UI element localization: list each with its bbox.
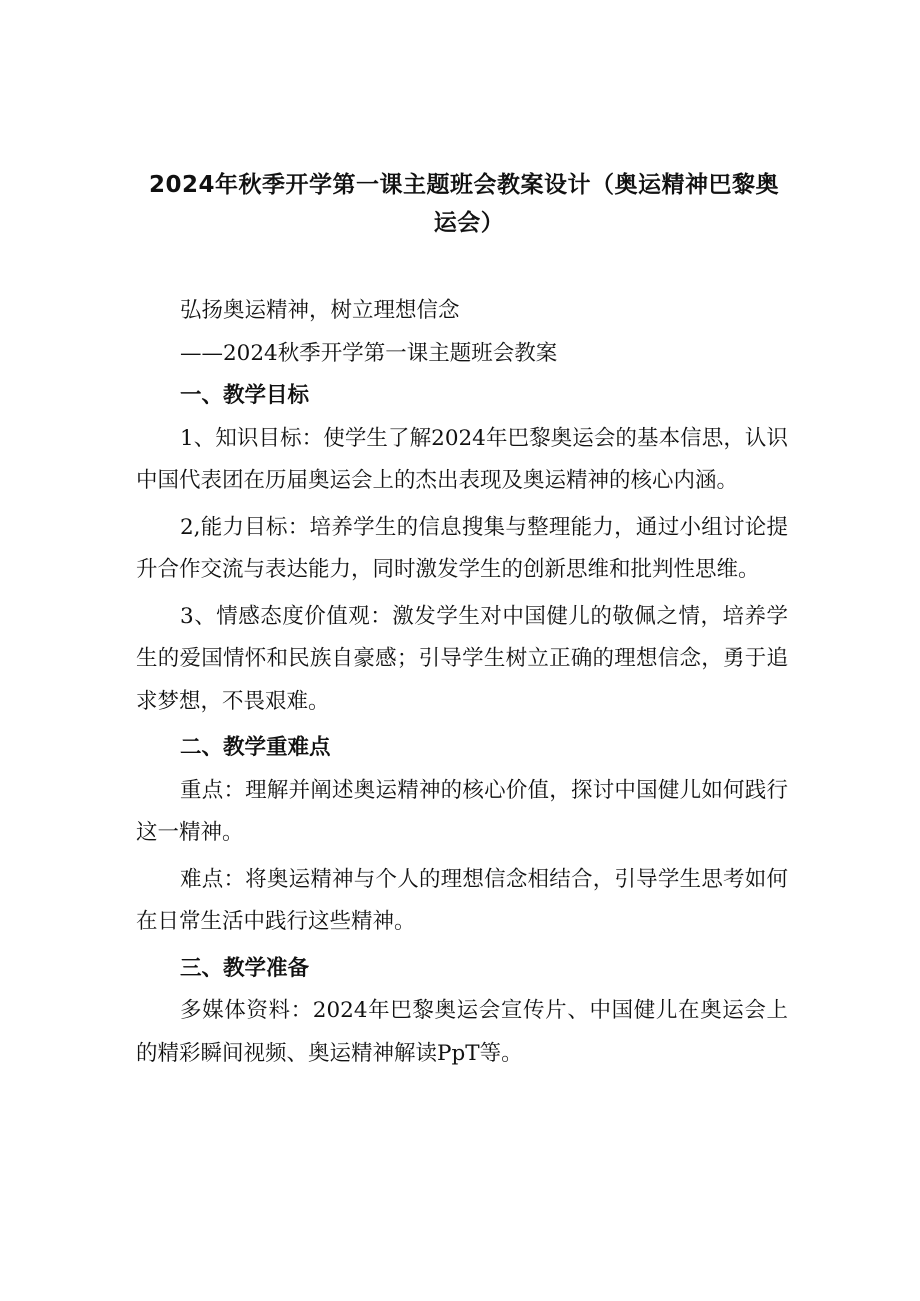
paragraph-key-point: 重点：理解并阐述奥运精神的核心价值，探讨中国健儿如何践行这一精神。	[136, 777, 788, 845]
title-line-1: 2024年秋季开学第一课主题班会教案设计（奥运精神巴黎奥	[148, 172, 779, 198]
paragraph-ability-goal: 2,能力目标：培养学生的信息搜集与整理能力，通过小组讨论提升合作交流与表达能力，同时激发学生的创新思维和批判性思维。	[136, 514, 788, 582]
document-body	[136, 290, 788, 1075]
paragraph-difficulty: 难点：将奥运精神与个人的理想信念相结合，引导学生思考如何在日常生活中践行这些精神。	[136, 866, 788, 934]
subtitle: 弘扬奥运精神，树立理想信念	[180, 298, 460, 323]
section-heading-key-points: 二、教学重难点	[180, 735, 331, 760]
title-line-2: 运会）	[433, 210, 505, 236]
subtitle-dash-line: ——2024秋季开学第一课主题班会教案	[180, 340, 558, 366]
section-heading-preparation: 三、教学准备	[180, 955, 310, 981]
section-heading-objectives: 一、教学目标	[180, 383, 310, 408]
paragraph-multimedia: 多媒体资料：2024年巴黎奥运会宣传片、中国健儿在奥运会上的精彩瞬间视频、奥运精神解读PpT等。	[136, 998, 788, 1066]
paragraph-knowledge-goal: 1、知识目标：使学生了解2024年巴黎奥运会的基本信思，认识中国代表团在历届奥运会上的杰出表现及奥运精神的核心内涵。	[136, 425, 788, 493]
paragraph-attitude-goal: 3、情感态度价值观：激发学生对中国健儿的敬佩之情，培养学生的爱国情怀和民族自豪感；引导学生树立正确的理想信念，勇于追求梦想，不畏艰难。	[136, 603, 788, 714]
document-title	[134, 166, 794, 242]
